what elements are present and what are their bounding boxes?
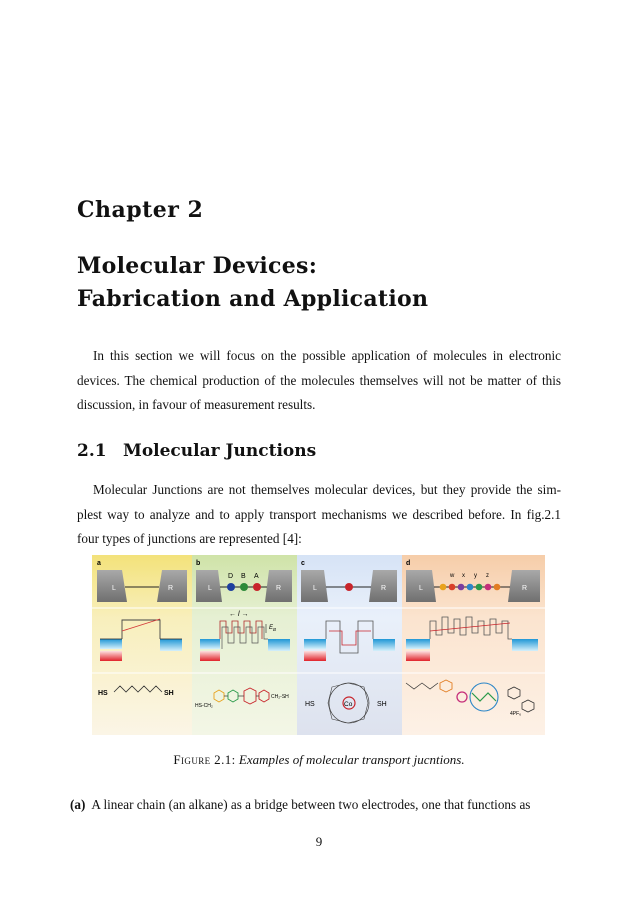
panel-c-letter: c <box>301 560 305 567</box>
svg-text:HS: HS <box>305 701 315 708</box>
panel-b-label-a: A <box>254 573 259 580</box>
section-heading <box>77 441 316 461</box>
panel-b-length-arrow: ← l → <box>229 611 249 618</box>
chapter-title-line-1: Molecular Devices: <box>77 253 318 279</box>
intro-line-2: devices. The chemical production of the molecules themselves will not be matter of this <box>77 372 561 388</box>
page-number: 9 <box>315 834 323 849</box>
list-item-a <box>70 797 565 813</box>
panel-b-label-b: B <box>241 573 246 580</box>
panel-d-label-r: R <box>522 585 528 592</box>
list-item-a-text: A linear chain (an alkane) as a bridge between two electrodes, one that functions as <box>91 797 531 812</box>
svg-text:SH: SH <box>164 690 174 697</box>
intro-line-1: In this section we will focus on the possible application of molecules in electronic <box>93 348 561 363</box>
panel-a-label-r: R <box>168 585 174 592</box>
list-item-a-marker: (a) <box>70 797 86 812</box>
chapter-label: Chapter 2 <box>77 197 204 223</box>
figure-caption <box>0 752 638 768</box>
panel-c-quantum-dot <box>345 583 353 591</box>
panel-c-label-l: L <box>313 585 317 592</box>
panel-b-donor <box>227 583 235 591</box>
panel-b-label-d: D <box>228 573 234 580</box>
section-paragraph <box>77 478 561 552</box>
figure-caption-label: Figure 2.1: <box>173 752 236 767</box>
panel-d-label-y: y <box>474 573 477 579</box>
panel-b-label-r: R <box>276 585 282 592</box>
svg-text:HS: HS <box>98 690 108 697</box>
panel-d-label-l: L <box>419 585 423 592</box>
section-line-2: plest way to analyze and to apply transport mechanisms we described before. In fig.2.1 <box>77 506 561 522</box>
panel-a-label-l: L <box>112 585 116 592</box>
chapter-title <box>77 250 428 316</box>
panel-b-energy-label: $E_B$ <box>269 625 277 632</box>
section-line-1: Molecular Junctions are not themselves molecular devices, but they provide the sim- <box>93 482 561 497</box>
section-line-3: four types of junctions are represented [4]: <box>77 531 302 546</box>
panel-d-label-z: z <box>486 573 489 579</box>
intro-line-3: discussion, in favour of measurement results. <box>77 397 316 412</box>
svg-text:4PF₆: 4PF₆ <box>510 711 522 717</box>
panel-a-letter: a <box>97 560 101 567</box>
figure-molecular-junctions <box>92 555 545 735</box>
svg-text:CH₂-SH: CH₂-SH <box>271 694 289 700</box>
svg-text:SH: SH <box>377 701 387 708</box>
intro-paragraph <box>77 344 561 418</box>
panel-d-label-w: w <box>450 573 455 579</box>
figure-caption-text: Examples of molecular transport jucntions. <box>238 752 465 767</box>
panel-b-letter: b <box>196 560 201 567</box>
panel-b-label-l: L <box>208 585 212 592</box>
panel-b-acceptor <box>253 583 261 591</box>
section-title: Molecular Junctions <box>123 441 317 461</box>
svg-text:HS-CH₂: HS-CH₂ <box>195 703 213 709</box>
svg-text:Co: Co <box>344 701 353 708</box>
panel-d-label-x: x <box>462 573 465 579</box>
section-number: 2.1 <box>77 441 107 461</box>
chapter-title-line-2: Fabrication and Application <box>77 286 429 312</box>
panel-c-label-r: R <box>381 585 387 592</box>
panel-d-letter: d <box>406 560 411 567</box>
panel-b-bridge <box>240 583 248 591</box>
